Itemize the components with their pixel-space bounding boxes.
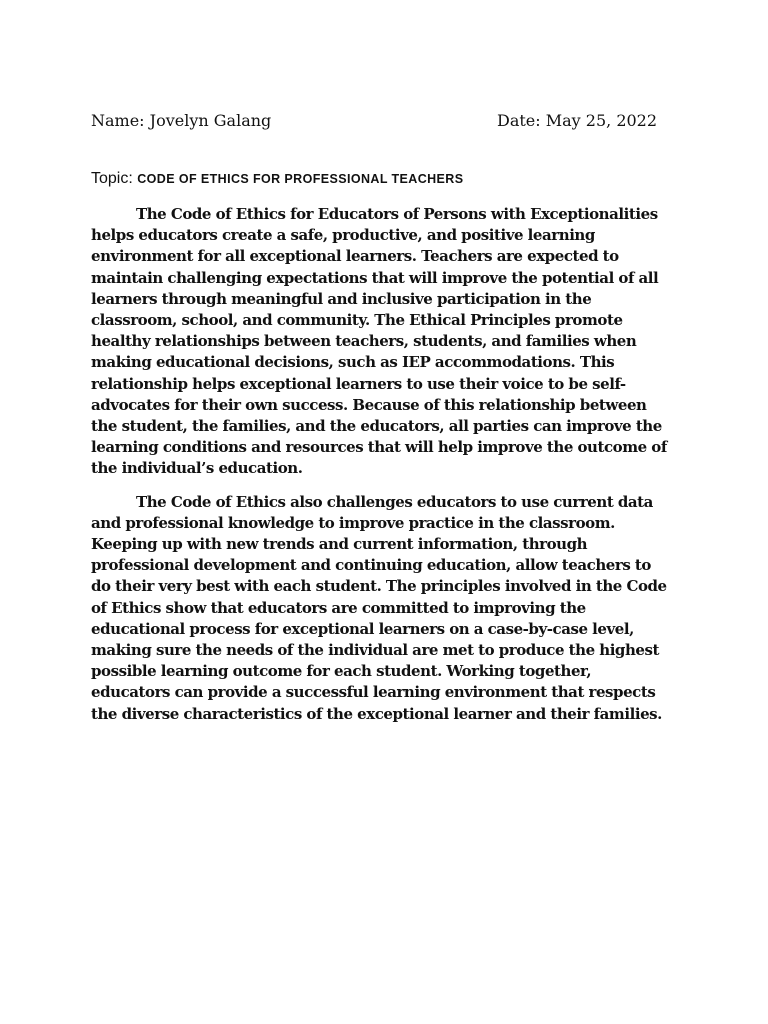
topic-title: CODE OF ETHICS FOR PROFESSIONAL TEACHERS <box>137 172 464 186</box>
topic-label: Topic: <box>91 170 138 187</box>
document-date: Date: May 25, 2022 <box>497 111 658 130</box>
document-header <box>91 108 658 134</box>
topic-line <box>91 167 691 191</box>
essay-body <box>91 204 673 737</box>
paragraph-1: The Code of Ethics for Educators of Persons with Exceptionalities helps educators create a safe, productive, and positive learning environment for all exceptional learners. Teachers are expected to maintain challenging expectations that will improve the potential of all learners through meaningful and inclusive participation in the classroom, school, and community. The Ethical Principles promote healthy relationships between teachers, students, and families when making educational decisions, such as IEP accommodations. This relationship helps exceptional learners to use their voice to be self-advocates for their own success. Because of this relationship between the student, the families, and the educators, all parties can improve the learning conditions and resources that will help improve the outcome of the individual’s education. <box>91 205 667 478</box>
student-name: Name: Jovelyn Galang <box>91 111 272 130</box>
paragraph-2: The Code of Ethics also challenges educators to use current data and professional knowledge to improve practice in the classroom. Keeping up with new trends and current information, through professional development and continuing education, allow teachers to do their very best with each student. The principles involved in the Code of Ethics show that educators are committed to improving the educational process for exceptional learners on a case-by-case level, making sure the needs of the individual are met to produce the highest possible learning outcome for each student. Working together, educators can provide a successful learning environment that respects the diverse characteristics of the exceptional learner and their families. <box>91 492 667 723</box>
